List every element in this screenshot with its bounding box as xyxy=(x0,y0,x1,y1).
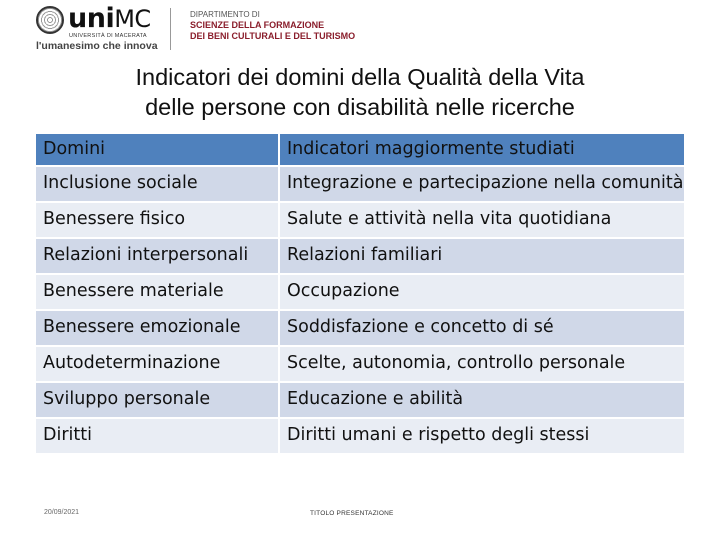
domain-cell: Benessere materiale xyxy=(36,274,279,310)
slide-title: Indicatori dei domini della Qualità della Vita delle persone con disabilità nelle ricerche xyxy=(135,64,585,120)
column-header-indicatori: Indicatori maggiormente studiati xyxy=(279,134,684,166)
domain-cell: Autodeterminazione xyxy=(36,346,279,382)
indicator-cell: Integrazione e partecipazione nella comunità xyxy=(279,166,684,202)
indicators-table xyxy=(36,134,684,455)
table-row xyxy=(36,274,684,310)
table-row xyxy=(36,346,684,382)
indicator-cell: Educazione e abilità xyxy=(279,382,684,418)
table-row xyxy=(36,310,684,346)
column-header-domini: Domini xyxy=(36,134,279,166)
domain-cell: Benessere fisico xyxy=(36,202,279,238)
department-name: DIPARTIMENTO DI SCIENZE DELLA FORMAZIONE DEI BENI CULTURALI E DEL TURISMO xyxy=(190,10,356,41)
footer-date: 20/09/2021 xyxy=(44,509,80,516)
domain-cell: Relazioni interpersonali xyxy=(36,238,279,274)
table-row xyxy=(36,382,684,418)
header-divider xyxy=(170,8,171,50)
indicator-cell: Diritti umani e rispetto degli stessi xyxy=(279,418,684,454)
university-seal-logo xyxy=(36,6,64,34)
domain-cell: Sviluppo personale xyxy=(36,382,279,418)
indicator-cell: Scelte, autonomia, controllo personale xyxy=(279,346,684,382)
table-row xyxy=(36,418,684,454)
table-row xyxy=(36,202,684,238)
domain-cell: Benessere emozionale xyxy=(36,310,279,346)
indicator-cell: Salute e attività nella vita quotidiana xyxy=(279,202,684,238)
indicator-cell: Occupazione xyxy=(279,274,684,310)
logo-subtitle: UNIVERSITÀ DI MACERATA xyxy=(69,33,147,39)
unimc-logo: uniMC xyxy=(68,3,151,34)
footer-title: TITOLO PRESENTAZIONE xyxy=(310,510,394,517)
header xyxy=(0,0,720,64)
domain-cell: Inclusione sociale xyxy=(36,166,279,202)
table-row xyxy=(36,166,684,202)
table-row xyxy=(36,238,684,274)
table-header-row xyxy=(36,134,684,166)
indicator-cell: Relazioni familiari xyxy=(279,238,684,274)
tagline: l'umanesimo che innova xyxy=(36,40,158,52)
domain-cell: Diritti xyxy=(36,418,279,454)
indicator-cell: Soddisfazione e concetto di sé xyxy=(279,310,684,346)
